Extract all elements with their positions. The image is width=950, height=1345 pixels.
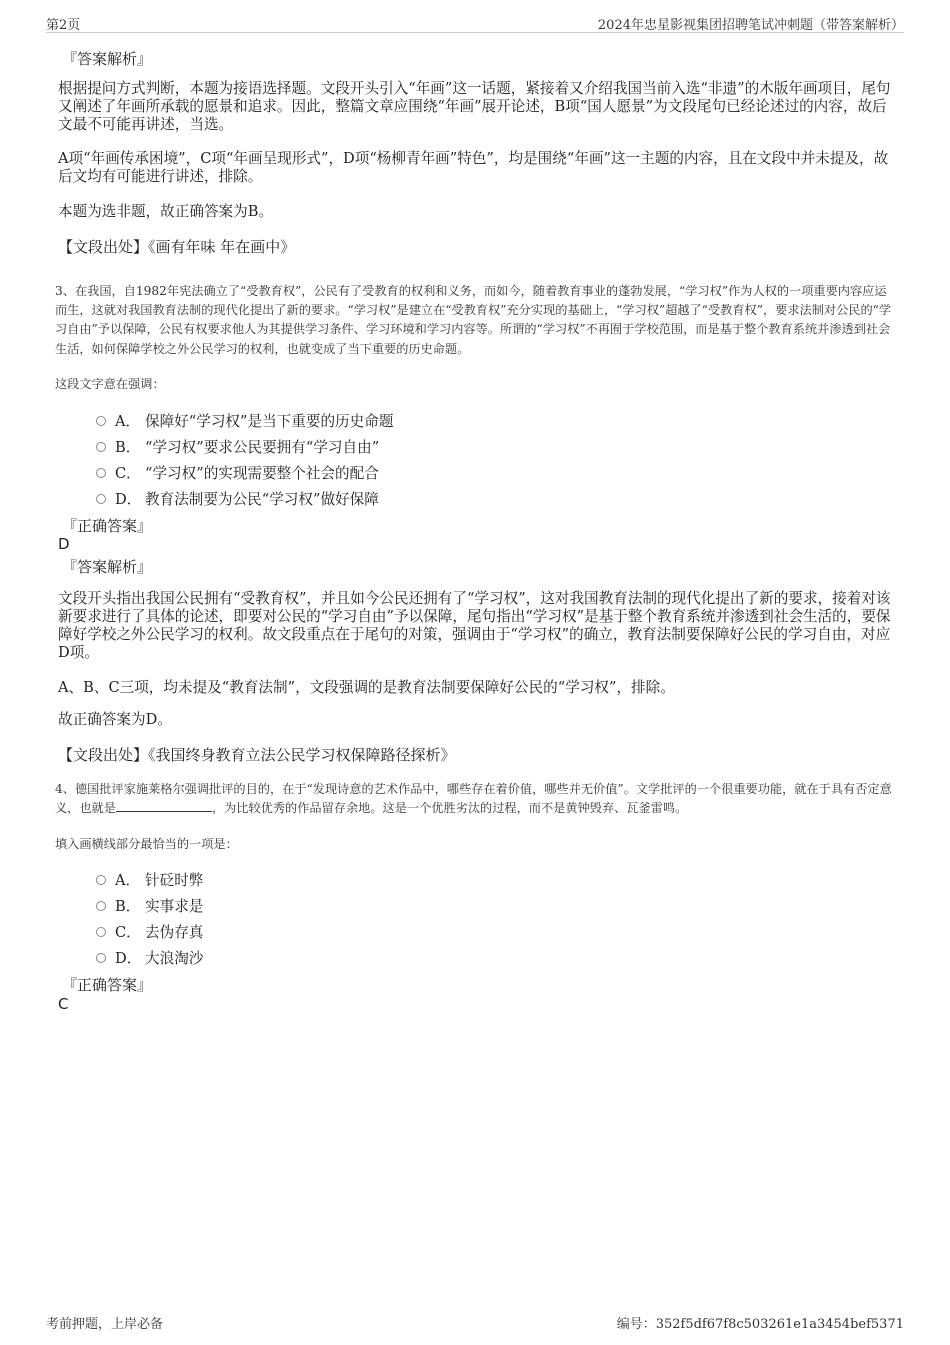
analysis-paragraph: 文段开头指出我国公民拥有“受教育权”，并且如今公民还拥有了“学习权”，这对我国教育法制的现代化提出了新的要求，接着对该新要求进行了具体的论述，即要对公民的“学习自由”予以保障，尾句指出“学习权”是基于整个教育系统并渗透到社会生活的，要保障好学校之外公民学习的权利。故文段重点在于尾句的对策，强调由于“学习权”的确立，教育法制要保障好公民的学习自由，对应D项。 [58, 590, 891, 661]
page-header [46, 14, 904, 33]
radio-icon[interactable] [96, 901, 106, 911]
correct-answer-label: 『正确答案』 [62, 976, 153, 994]
source-citation: 【文段出处】《我国终身教育立法公民学习权保障路径探析》 [58, 746, 456, 764]
radio-icon[interactable] [96, 442, 106, 452]
question-stem-part: ，为比较优秀的作品留存余地。这是一个优胜劣汰的过程，而不是黄钟毁弃、瓦釜雷鸣。 [211, 801, 688, 816]
analysis-paragraph: A项“年画传承困境”，C项“年画呈现形式”，D项“杨柳青年画”特色”，均是围绕“年画”这一主题的内容，且在文段中并未提及，故后文均有可能进行讲述，排除。 [58, 150, 889, 185]
option-letter: B． [115, 898, 141, 915]
option-text: “学习权”的实现需要整个社会的配合 [145, 465, 379, 482]
option-text: 实事求是 [145, 898, 204, 915]
option-text: 去伪存真 [145, 924, 204, 941]
radio-icon[interactable] [96, 468, 106, 478]
radio-icon[interactable] [96, 927, 106, 937]
radio-icon[interactable] [96, 416, 106, 426]
option-letter: D． [115, 491, 142, 508]
page-number: 第2页 [46, 18, 81, 33]
analysis-label: 『答案解析』 [62, 558, 153, 576]
page-footer [46, 1313, 904, 1332]
question-stem-part: 4、德国批评家施莱格尔强调批评的目的，在于“发现诗意的艺术作品中，哪些存在着价值，哪些并无价值”。文学批评的一个很重要功能，就在于具有否定意义，也就是 [55, 782, 892, 816]
option-letter: D． [115, 950, 142, 967]
radio-icon[interactable] [96, 875, 106, 885]
document-title: 2024年忠星影视集团招聘笔试冲刺题（带答案解析） [597, 18, 904, 33]
option-text: 针砭时弊 [145, 872, 204, 889]
correct-answer: C [58, 995, 69, 1013]
option-text: 大浪淘沙 [145, 950, 204, 967]
footer-slogan: 考前押题，上岸必备 [46, 1317, 164, 1332]
option-letter: B． [115, 439, 141, 456]
option-letter: A． [115, 872, 141, 889]
fill-blank [116, 799, 212, 812]
analysis-paragraph: 根据提问方式判断，本题为接语选择题。文段开头引入“年画”这一话题，紧接着又介绍我国当前入选“非遗”的木版年画项目，尾句又阐述了年画所承载的愿景和追求。因此，整篇文章应围绕“年画”展开论述，B项“国人愿景”为文段尾句已经论述过的内容，故后文最不可能再讲述，当选。 [58, 80, 891, 133]
question-prompt: 填入画横线部分最恰当的一项是： [55, 837, 238, 851]
analysis-paragraph: 本题为选非题，故正确答案为B。 [58, 203, 274, 220]
analysis-label: 『答案解析』 [62, 50, 153, 68]
document-serial: 编号：352f5df67f8c503261e1a3454bef5371 [616, 1317, 904, 1332]
option-letter: A． [115, 413, 141, 430]
question-stem [55, 780, 893, 818]
option-text: “学习权”要求公民要拥有“学习自由” [145, 439, 380, 456]
option-text: 保障好“学习权”是当下重要的历史命题 [145, 413, 394, 430]
option-text: 教育法制要为公民“学习权”做好保障 [145, 491, 379, 508]
option-letter: C． [115, 924, 141, 941]
analysis-paragraph: 故正确答案为D。 [58, 711, 172, 728]
question-prompt: 这段文字意在强调： [55, 377, 165, 391]
question-stem: 3、在我国，自1982年宪法确立了“受教育权”，公民有了受教育的权利和义务，而如今，随着教育事业的蓬勃发展，“学习权”作为人权的一项重要内容应运而生，这就对我国教育法制的现代化提出了新的要求。“学习权”是建立在“受教育权”充分实现的基础上，“学习权”超越了“受教育权”，要求法制对公民的“学习自由”予以保障，公民有权要求他人为其提供学习条件、学习环境和学习内容等。所谓的“学习权”不再囿于学校范围，而是基于整个教育系统并渗透到社会生活，如何保障学校之外公民学习的权利，也就变成了当下重要的历史命题。 [55, 284, 892, 356]
option-letter: C． [115, 465, 141, 482]
correct-answer: D [58, 535, 70, 553]
analysis-paragraph: A、B、C三项，均未提及“教育法制”，文段强调的是教育法制要保障好公民的“学习权”，排除。 [58, 679, 675, 696]
correct-answer-label: 『正确答案』 [62, 517, 153, 535]
radio-icon[interactable] [96, 494, 106, 504]
source-citation: 【文段出处】《画有年味 年在画中》 [58, 238, 296, 256]
radio-icon[interactable] [96, 953, 106, 963]
